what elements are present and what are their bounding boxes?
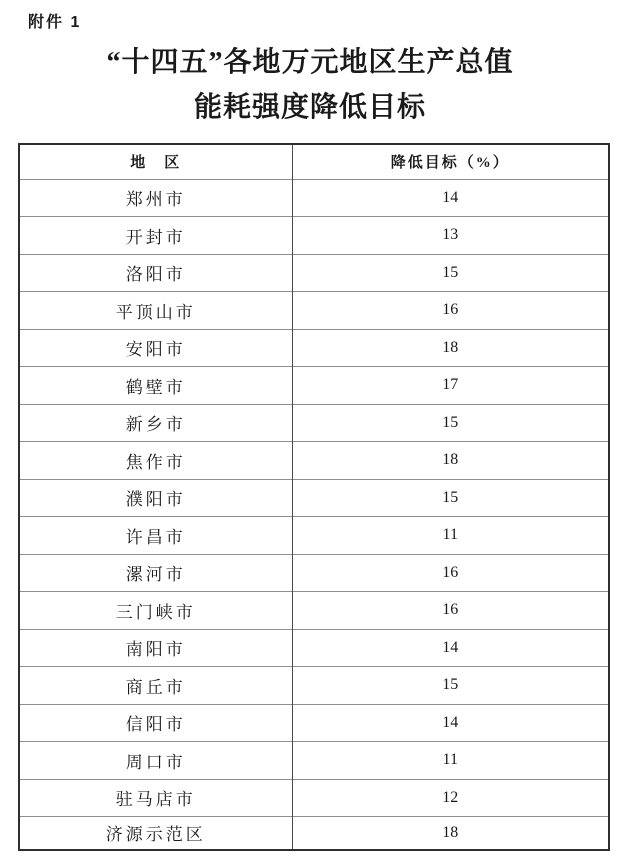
region-cell: 洛阳市 xyxy=(19,254,292,292)
region-cell: 信阳市 xyxy=(19,704,292,742)
table-row xyxy=(19,592,609,630)
table-row xyxy=(19,704,609,742)
target-cell: 15 xyxy=(292,254,609,292)
region-cell: 许昌市 xyxy=(19,517,292,555)
target-cell: 15 xyxy=(292,404,609,442)
region-column-header: 地 区 xyxy=(19,144,292,179)
region-cell: 驻马店市 xyxy=(19,779,292,817)
region-cell: 鹤壁市 xyxy=(19,367,292,405)
table-row xyxy=(19,292,609,330)
table-row xyxy=(19,779,609,817)
target-cell: 11 xyxy=(292,742,609,780)
target-cell: 14 xyxy=(292,629,609,667)
target-cell: 18 xyxy=(292,329,609,367)
title-line-1: “十四五”各地万元地区生产总值 xyxy=(106,47,514,78)
target-cell: 12 xyxy=(292,779,609,817)
table-row xyxy=(19,442,609,480)
target-cell: 16 xyxy=(292,592,609,630)
target-column-header: 降低目标（%） xyxy=(390,155,510,172)
region-cell: 开封市 xyxy=(19,217,292,255)
table-row xyxy=(19,517,609,555)
target-cell: 14 xyxy=(292,179,609,217)
reduction-targets-table xyxy=(18,143,610,851)
target-cell: 18 xyxy=(292,442,609,480)
region-cell: 三门峡市 xyxy=(19,592,292,630)
table-row xyxy=(19,217,609,255)
region-cell: 周口市 xyxy=(19,742,292,780)
target-cell: 16 xyxy=(292,292,609,330)
target-cell: 15 xyxy=(292,667,609,705)
table-row xyxy=(19,742,609,780)
region-cell: 焦作市 xyxy=(19,442,292,480)
target-cell: 18 xyxy=(292,817,609,850)
table-row xyxy=(19,479,609,517)
target-cell: 16 xyxy=(292,554,609,592)
target-cell: 17 xyxy=(292,367,609,405)
table-header-row xyxy=(19,144,609,179)
table-row xyxy=(19,254,609,292)
target-cell: 15 xyxy=(292,479,609,517)
region-cell: 安阳市 xyxy=(19,329,292,367)
region-cell: 濮阳市 xyxy=(19,479,292,517)
table-row xyxy=(19,179,609,217)
title-line-2: 能耗强度降低目标 xyxy=(193,92,426,123)
target-cell: 11 xyxy=(292,517,609,555)
region-cell: 南阳市 xyxy=(19,629,292,667)
region-cell: 济源示范区 xyxy=(19,817,292,850)
target-cell: 14 xyxy=(292,704,609,742)
target-cell: 13 xyxy=(292,217,609,255)
table-row xyxy=(19,367,609,405)
table-row xyxy=(19,629,609,667)
region-cell: 新乡市 xyxy=(19,404,292,442)
attachment-label: 附件 1 xyxy=(28,14,82,31)
region-cell: 漯河市 xyxy=(19,554,292,592)
document-title xyxy=(0,40,620,130)
table-row xyxy=(19,554,609,592)
table-row xyxy=(19,667,609,705)
region-cell: 郑州市 xyxy=(19,179,292,217)
table-row xyxy=(19,329,609,367)
table-row xyxy=(19,817,609,850)
table-row xyxy=(19,404,609,442)
region-cell: 平顶山市 xyxy=(19,292,292,330)
region-cell: 商丘市 xyxy=(19,667,292,705)
